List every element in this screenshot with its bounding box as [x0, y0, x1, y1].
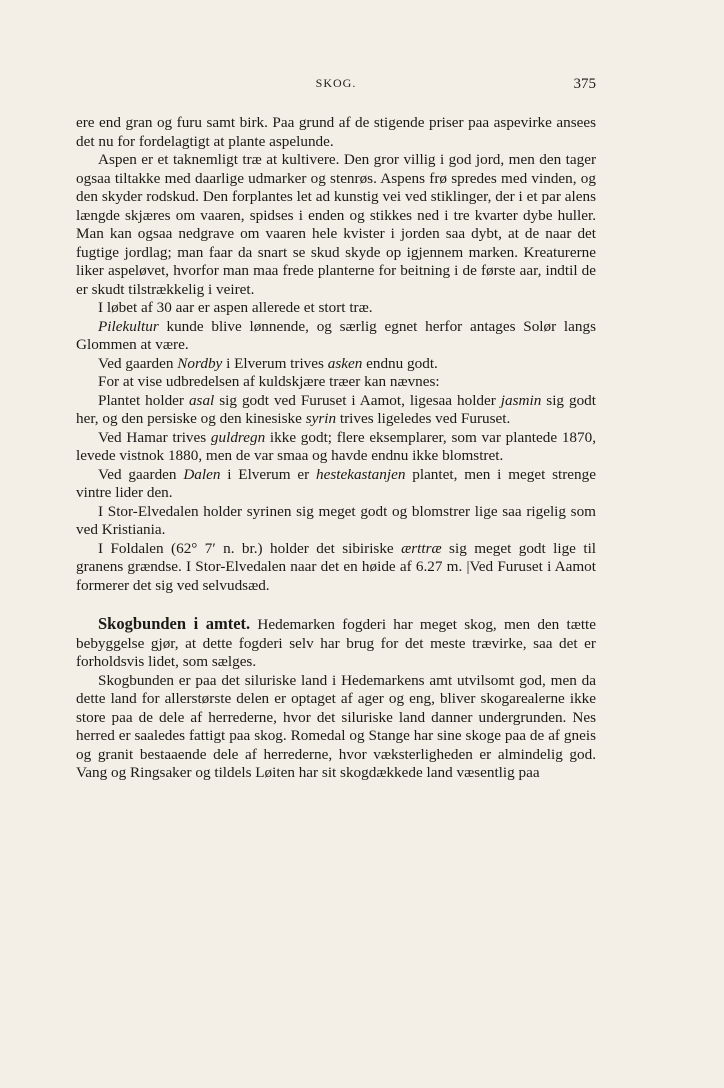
section-gap	[76, 595, 596, 615]
paragraph	[76, 429, 596, 466]
text-span: I Foldalen (62° 7′ n. br.) holder det sibiriske	[98, 539, 402, 557]
italic-term: asal	[188, 391, 215, 409]
italic-term: hestekastanjen	[316, 465, 406, 483]
paragraph: Aspen er et taknemligt træ at kultivere. Den gror villig i god jord, men den tager ogsaa tiltakke med daarlige udmarker og stenrøs. Aspens frø spredes med vinden, og den skyder rodskud. Den forplantes let ad kunstig vei ved stiklinger, der i et par alens længde skjæres om vaaren, spidses i enden og stikkes ned i tre kvarter dybe huller. Man kan ogsaa nedgrave om vaaren hele kvister i jorden saa dybt, at de naar det fugtige jordlag; man faar da snart se skud skyde op igjennem marken. Kreaturerne liker aspeløvet, hvorfor man maa frede planterne for beitning i de første aar, indtil de er skudt tilstrækkelig i veiret.	[76, 151, 596, 298]
page-number: 375	[573, 76, 596, 92]
paragraph	[76, 318, 596, 355]
text-span: sig godt her, og den persiske og den kinesiske	[76, 391, 596, 427]
italic-term: guldregn	[210, 428, 266, 446]
text-span: plantet, men i meget strenge vintre lider den.	[76, 465, 596, 501]
paragraph: Skogbunden er paa det siluriske land i Hedemarkens amt utvilsomt god, men da dette land for allerstørste delen er optaget af ager og eng, bliver skogarealerne ikke store paa de dele af herrederne, hvor det siluriske land danner undergrunden. Nes herred er saaledes fattigt paa skog. Romedal og Stange har sine skoge paa de af gneis og granit bestaaende dele af herrederne, hvor væksterligheden er almindelig god. Vang og Ringsaker og tildels Løiten har sit skogdækkede land væsentlig paa	[76, 671, 596, 781]
paragraph: For at vise udbredelsen af kuldskjære træer kan nævnes:	[98, 373, 440, 390]
section-heading: Skogbunden i amtet.	[98, 614, 251, 633]
body-text	[76, 114, 596, 783]
italic-term: asken	[327, 354, 363, 372]
text-span: i Elverum trives	[222, 354, 328, 372]
text-span: trives ligeledes ved Furuset.	[336, 410, 511, 427]
paragraph: I løbet af 30 aar er aspen allerede et stort træ.	[98, 299, 373, 316]
italic-term: Pilekultur	[98, 317, 159, 335]
text-span: sig meget godt lige til granens grændse. I Stor-Elvedalen naar det en høide af 6.27 m. |Ved Furuset i Aamot formerer det sig ved selvudsæd.	[76, 539, 597, 594]
paragraph	[76, 392, 596, 429]
text-span: i Elverum er	[220, 465, 317, 483]
paragraph: I Stor-Elvedalen holder syrinen sig meget godt og blomstrer lige saa rigelig som ved Kristiania.	[76, 502, 596, 538]
text-span: ikke godt; flere eksemplarer, som var plantede 1870, levede vistnok 1880, men de var smaa og havde endnu ikke blomstret.	[76, 428, 596, 464]
text-span: Hedemarken fogderi har meget skog, men den tætte bebyggelse gjør, at dette fogderi selv har brug for det meste trævirke, saa det er forholdsvis lidet, som sælges.	[76, 616, 596, 670]
running-head: SKOG.	[315, 76, 357, 90]
italic-term: Dalen	[183, 465, 221, 483]
italic-term: ærttræ	[401, 539, 442, 557]
italic-term: jasmin	[500, 391, 542, 409]
text-span: sig godt ved Furuset i Aamot, ligesaa holder	[214, 391, 501, 409]
paragraph	[76, 540, 596, 596]
text-span: Ved gaarden	[98, 465, 184, 483]
text-span: kunde blive lønnende, og særlig egnet herfor antages Solør langs Glommen at være.	[76, 317, 596, 353]
paragraph	[76, 466, 596, 503]
page-header	[76, 76, 596, 96]
paragraph: ere end gran og furu samt birk. Paa grund af de stigende priser paa aspevirke ansees det nu for fordelagtigt at plante aspelunde.	[76, 114, 596, 150]
text-span: endnu godt.	[362, 354, 438, 372]
text-span: Ved Hamar trives	[98, 428, 211, 446]
paragraph	[76, 355, 596, 374]
italic-term: syrin	[305, 410, 337, 427]
text-span: Ved gaarden	[98, 354, 178, 372]
italic-term: Nordby	[177, 354, 223, 372]
text-span: Plantet holder	[98, 391, 189, 409]
section-intro-paragraph	[76, 615, 596, 672]
